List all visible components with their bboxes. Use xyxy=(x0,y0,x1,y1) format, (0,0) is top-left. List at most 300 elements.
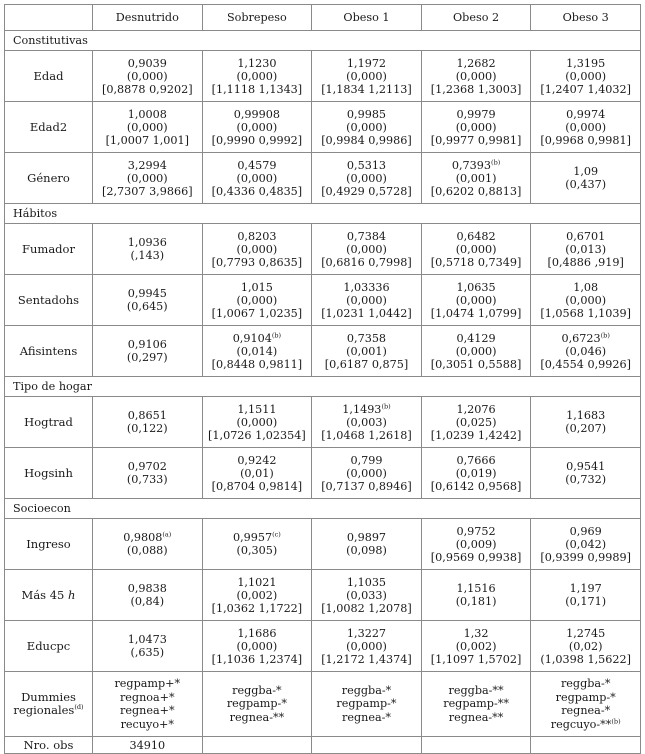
coefficient-value: 0,9541 xyxy=(566,460,606,473)
confidence-interval: [0,8704 0,9814] xyxy=(211,479,303,493)
table-cell xyxy=(531,397,641,448)
coefficient-line xyxy=(533,460,638,473)
table-cell xyxy=(93,224,203,275)
confidence-interval: [0,6142 0,9568] xyxy=(430,479,522,493)
table-cell xyxy=(202,224,312,275)
footnote-marker: (b) xyxy=(611,716,621,725)
table-cell xyxy=(312,153,422,204)
coefficient-line xyxy=(314,108,419,121)
coefficient-value: 1,08 xyxy=(573,280,599,294)
header-row xyxy=(5,5,641,31)
coefficient-value: 0,9106 xyxy=(127,338,167,351)
column-header: Obeso 2 xyxy=(421,5,531,31)
table-cell xyxy=(421,224,531,275)
confidence-interval: [1,0468 1,2618] xyxy=(321,428,412,442)
coefficient-value: 1,2745 xyxy=(566,626,606,640)
section-row xyxy=(5,377,641,397)
dummy-line xyxy=(205,697,310,711)
confidence-interval: [0,9984 0,9986] xyxy=(321,133,412,147)
coefficient-line xyxy=(424,57,529,70)
dummy-line xyxy=(95,718,200,732)
dummy-line xyxy=(95,691,200,705)
coefficient-line xyxy=(424,230,529,243)
confidence-interval: [1,0239 1,4242] xyxy=(430,428,522,442)
row-label-cell xyxy=(5,672,93,737)
header-empty-cell xyxy=(5,5,93,31)
dummy-line xyxy=(424,711,529,725)
coefficient-line xyxy=(424,582,529,595)
coefficient-value: 0,6482 xyxy=(456,229,496,243)
dummies-label: regionales xyxy=(13,703,75,717)
table-cell xyxy=(531,326,641,377)
empty-cell xyxy=(312,737,422,754)
p-value: (0,000) xyxy=(455,120,497,134)
coefficient-value: 0,9808 xyxy=(123,531,163,544)
dummies-row xyxy=(5,672,641,737)
row-label: Ingreso xyxy=(26,536,71,551)
coefficient-value: 0,9242 xyxy=(237,453,277,467)
table-cell xyxy=(93,570,203,621)
p-value: (0,000) xyxy=(346,466,387,480)
p-value: (0,033) xyxy=(346,588,387,602)
table-cell xyxy=(202,570,312,621)
dummy-line xyxy=(205,711,310,725)
coefficient-line xyxy=(205,627,310,640)
coefficient-value: 0,99908 xyxy=(233,107,281,121)
row-label-cell xyxy=(5,153,93,204)
dummies-label-line xyxy=(7,704,90,718)
section-title: Hábitos xyxy=(5,204,641,224)
coefficient-line xyxy=(533,165,638,178)
confidence-interval: (1,0398 1,5622] xyxy=(540,652,631,666)
table-cell xyxy=(202,275,312,326)
table-cell xyxy=(202,672,312,737)
coefficient-value: 1,0936 xyxy=(127,236,167,249)
dummy-line xyxy=(205,684,310,698)
coefficient-value: 1,03336 xyxy=(343,280,390,294)
coefficient-line xyxy=(95,57,200,70)
table-row xyxy=(5,153,641,204)
confidence-interval: [0,6187 0,875] xyxy=(324,357,409,371)
p-value: (0,000) xyxy=(346,69,387,83)
empty-cell xyxy=(531,737,641,754)
dummy-line xyxy=(95,677,200,691)
coefficient-line xyxy=(533,57,638,70)
section-title: Constitutivas xyxy=(5,31,641,51)
coefficient-value: 1,1686 xyxy=(237,626,277,640)
table-row xyxy=(5,570,641,621)
p-value: (0,002) xyxy=(455,639,497,653)
dummy-value: regpamp-* xyxy=(555,690,616,704)
coefficient-value: 1,3227 xyxy=(346,626,387,640)
table-cell xyxy=(202,448,312,499)
dummy-line xyxy=(533,677,638,691)
row-label: Género xyxy=(27,170,70,185)
p-value: (0,000) xyxy=(346,120,387,134)
table-cell xyxy=(312,570,422,621)
coefficient-value: 0,9979 xyxy=(456,107,496,121)
coefficient-line xyxy=(424,403,529,416)
p-value: (0,000) xyxy=(455,344,497,358)
table-cell xyxy=(93,275,203,326)
confidence-interval: [1,2368 1,3003] xyxy=(430,82,522,96)
p-value: (0,01) xyxy=(240,466,274,480)
p-value: (0,122) xyxy=(126,422,168,435)
coefficient-value: 0,9838 xyxy=(127,582,167,595)
p-value: (,143) xyxy=(130,249,165,262)
p-value: (0,001) xyxy=(346,344,387,358)
table-cell xyxy=(421,448,531,499)
coefficient-line xyxy=(95,409,200,422)
p-value: (0,000) xyxy=(346,293,387,307)
p-value: (,635) xyxy=(130,646,165,659)
coefficient-value: 0,7384 xyxy=(346,229,387,243)
p-value: (0,000) xyxy=(455,242,497,256)
dummy-value: regpamp-* xyxy=(336,697,397,711)
coefficient-line xyxy=(533,582,638,595)
coefficient-value: 0,4579 xyxy=(237,158,277,172)
dummy-value: regnoa+* xyxy=(119,690,175,704)
row-label: Sentadohs xyxy=(17,292,80,307)
confidence-interval: [0,9977 0,9981] xyxy=(430,133,522,147)
p-value: (0,019) xyxy=(455,466,497,480)
confidence-interval: [0,4886 ,919] xyxy=(547,255,624,269)
confidence-interval: [1,2407 1,4032] xyxy=(540,82,631,96)
p-value: (0,000) xyxy=(236,69,278,83)
table-cell xyxy=(531,621,641,672)
table-cell xyxy=(312,621,422,672)
p-value: (0,001) xyxy=(455,171,497,185)
p-value: (0,000) xyxy=(565,69,607,83)
table-cell xyxy=(312,326,422,377)
table-cell xyxy=(93,397,203,448)
coefficient-line xyxy=(533,281,638,294)
coefficient-line xyxy=(205,281,310,294)
coefficient-value: 0,9957 xyxy=(232,531,273,544)
table-cell xyxy=(531,153,641,204)
table-cell xyxy=(421,102,531,153)
p-value: (0,645) xyxy=(126,300,168,313)
p-value: (0,046) xyxy=(565,344,607,358)
p-value: (0,181) xyxy=(455,595,497,608)
coefficient-value: 1,1683 xyxy=(566,409,606,422)
dummy-value: regnea-** xyxy=(448,710,504,724)
coefficient-line xyxy=(314,627,419,640)
coefficient-line xyxy=(95,460,200,473)
row-label-cell xyxy=(5,326,93,377)
table-cell xyxy=(202,326,312,377)
coefficient-line xyxy=(205,403,310,416)
dummy-line xyxy=(95,704,200,718)
table-cell xyxy=(93,51,203,102)
p-value: (0,207) xyxy=(565,422,607,435)
table-cell xyxy=(202,621,312,672)
coefficient-value: 0,9985 xyxy=(346,107,387,121)
coefficient-value: 0,9104 xyxy=(232,331,272,345)
dummy-value: reggba-* xyxy=(560,677,611,690)
coefficient-line xyxy=(314,159,419,172)
column-header: Obeso 3 xyxy=(531,5,641,31)
row-label-unit: h xyxy=(68,587,76,602)
confidence-interval: [0,4929 0,5728] xyxy=(321,184,412,198)
row-label-cell xyxy=(5,275,93,326)
footnote-marker: (b) xyxy=(271,330,282,339)
row-label-cell xyxy=(5,448,93,499)
p-value: (0,437) xyxy=(565,178,607,191)
table-cell xyxy=(421,621,531,672)
coefficient-line xyxy=(314,332,419,345)
table-cell xyxy=(421,672,531,737)
coefficient-value: 1,0008 xyxy=(127,107,167,121)
footnote-marker: (b) xyxy=(600,330,610,339)
row-label: Educpc xyxy=(26,638,71,653)
coefficient-line xyxy=(205,230,310,243)
coefficient-value: 0,9702 xyxy=(127,460,167,473)
row-label: Afisintens xyxy=(19,343,78,358)
coefficient-line xyxy=(95,338,200,351)
coefficient-value: 1,2076 xyxy=(456,402,496,416)
coefficient-line xyxy=(95,531,200,544)
coefficient-value: 1,197 xyxy=(569,582,602,595)
p-value: (0,000) xyxy=(346,639,387,653)
confidence-interval: [1,0082 1,2078] xyxy=(321,601,412,615)
coefficient-line xyxy=(314,531,419,544)
table-cell xyxy=(421,519,531,570)
coefficient-line xyxy=(533,108,638,121)
p-value: (0,000) xyxy=(236,639,278,653)
table-cell xyxy=(202,102,312,153)
p-value: (0,733) xyxy=(126,473,168,486)
table-cell xyxy=(93,621,203,672)
table-cell xyxy=(312,672,422,737)
table-cell xyxy=(93,519,203,570)
row-label: Hogsinh xyxy=(24,465,73,480)
coefficient-line xyxy=(314,230,419,243)
coefficient-value: 1,1230 xyxy=(237,56,277,70)
confidence-interval: [1,0231 1,0442] xyxy=(321,306,412,320)
confidence-interval: [0,6816 0,7998] xyxy=(321,255,412,269)
row-label-cell xyxy=(5,397,93,448)
confidence-interval: [1,0726 1,02354] xyxy=(208,428,306,442)
confidence-interval: [1,1097 1,5702] xyxy=(430,652,522,666)
confidence-interval: [1,1036 1,2374] xyxy=(211,652,303,666)
coefficient-line xyxy=(205,531,310,544)
row-label-cell xyxy=(5,570,93,621)
coefficient-value: 1,1493 xyxy=(342,402,382,416)
coefficient-line xyxy=(95,287,200,300)
coefficient-value: 0,6723 xyxy=(561,331,601,345)
row-label: Más 45 xyxy=(21,587,65,602)
confidence-interval: [1,0568 1,1039] xyxy=(540,306,631,320)
p-value: (0,000) xyxy=(126,171,168,185)
table-row xyxy=(5,448,641,499)
p-value: (0,000) xyxy=(565,293,607,307)
table-cell xyxy=(531,102,641,153)
coefficient-line xyxy=(424,454,529,467)
coefficient-value: 1,09 xyxy=(573,165,599,178)
coefficient-value: 1,0635 xyxy=(456,280,496,294)
p-value: (0,732) xyxy=(565,473,607,486)
dummy-value: regpamp-* xyxy=(226,697,287,711)
table-cell xyxy=(312,224,422,275)
coefficient-value: 1,2682 xyxy=(456,56,496,70)
row-label-cell xyxy=(5,621,93,672)
confidence-interval: [0,9569 0,9938] xyxy=(430,550,522,564)
confidence-interval: [0,4554 0,9926] xyxy=(540,357,631,371)
p-value: (0,000) xyxy=(346,171,387,185)
confidence-interval: [0,6202 0,8813] xyxy=(430,184,522,198)
table-cell xyxy=(93,326,203,377)
dummy-value: regcuyo-** xyxy=(550,717,612,731)
coefficient-line xyxy=(424,332,529,345)
table-cell xyxy=(202,51,312,102)
coefficient-value: 0,6701 xyxy=(566,229,606,243)
p-value: (0,000) xyxy=(346,242,387,256)
coefficient-value: 0,969 xyxy=(569,524,602,538)
coefficient-line xyxy=(95,633,200,646)
dummy-value: reggba-* xyxy=(232,683,282,697)
coefficient-value: 0,9752 xyxy=(456,524,496,538)
table-cell xyxy=(531,570,641,621)
dummy-value: regpamp-** xyxy=(443,697,509,711)
row-label: Fumador xyxy=(22,241,75,256)
p-value: (0,042) xyxy=(565,537,607,551)
coefficient-line xyxy=(533,409,638,422)
table-row xyxy=(5,397,641,448)
coefficient-value: 1,3195 xyxy=(566,56,606,70)
row-label-cell xyxy=(5,51,93,102)
coefficient-line xyxy=(424,525,529,538)
observations-value: 34910 xyxy=(93,737,203,754)
table-cell xyxy=(421,275,531,326)
coefficient-value: 0,8651 xyxy=(127,409,167,422)
confidence-interval: [0,5718 0,7349] xyxy=(430,255,522,269)
dummy-value: regpamp+* xyxy=(114,677,181,690)
confidence-interval: [1,0067 1,0235] xyxy=(211,306,303,320)
table-row xyxy=(5,224,641,275)
row-label-cell xyxy=(5,519,93,570)
coefficient-line xyxy=(424,627,529,640)
table-cell xyxy=(421,570,531,621)
confidence-interval: [1,1834 1,2113] xyxy=(321,82,412,96)
coefficient-line xyxy=(424,159,529,172)
coefficient-value: 0,9039 xyxy=(127,56,167,70)
coefficient-line xyxy=(95,159,200,172)
p-value: (0,297) xyxy=(126,351,168,364)
table-row xyxy=(5,326,641,377)
table-row xyxy=(5,51,641,102)
column-header: Sobrepeso xyxy=(202,5,312,31)
coefficient-value: 0,8203 xyxy=(237,229,277,243)
confidence-interval: [2,7307 3,9866] xyxy=(102,184,193,198)
p-value: (0,000) xyxy=(236,415,278,429)
empty-cell xyxy=(421,737,531,754)
dummy-value: regnea+* xyxy=(120,704,175,717)
column-header: Obeso 1 xyxy=(312,5,422,31)
table-cell xyxy=(202,397,312,448)
coefficient-value: 1,1516 xyxy=(456,582,496,595)
coefficient-value: 0,799 xyxy=(350,453,383,467)
table-cell xyxy=(312,448,422,499)
coefficient-line xyxy=(205,108,310,121)
dummy-value: recuyo+* xyxy=(120,717,175,731)
table-cell xyxy=(421,326,531,377)
coefficient-line xyxy=(205,332,310,345)
confidence-interval: [0,3051 0,5588] xyxy=(430,357,522,371)
p-value: (0,000) xyxy=(565,120,607,134)
table-cell xyxy=(93,672,203,737)
table-cell xyxy=(312,51,422,102)
p-value: (0,000) xyxy=(236,120,278,134)
confidence-interval: [0,9990 0,9992] xyxy=(211,133,303,147)
p-value: (0,098) xyxy=(346,544,387,557)
coefficient-value: 0,7393 xyxy=(451,158,492,172)
confidence-interval: [0,8878 0,9202] xyxy=(102,82,193,96)
table-cell xyxy=(312,102,422,153)
table-row xyxy=(5,102,641,153)
dummy-line xyxy=(314,684,419,698)
row-label: Edad xyxy=(33,68,64,83)
p-value: (0,013) xyxy=(565,242,607,256)
p-value: (0,009) xyxy=(455,537,497,551)
table-cell xyxy=(531,275,641,326)
confidence-interval: [1,0007 1,001] xyxy=(105,133,190,147)
dummy-value: regnea-* xyxy=(341,710,391,724)
confidence-interval: [1,2172 1,4374] xyxy=(321,652,412,666)
coefficient-value: 0,9945 xyxy=(127,287,167,300)
table-row xyxy=(5,275,641,326)
coefficient-line xyxy=(95,236,200,249)
p-value: (0,000) xyxy=(126,69,168,83)
p-value: (0,002) xyxy=(236,588,278,602)
coefficient-line xyxy=(424,281,529,294)
coefficient-line xyxy=(533,525,638,538)
section-title: Tipo de hogar xyxy=(5,377,641,397)
coefficient-line xyxy=(314,454,419,467)
coefficient-line xyxy=(314,576,419,589)
p-value: (0,088) xyxy=(126,544,168,557)
p-value: (0,025) xyxy=(455,415,497,429)
table-row xyxy=(5,621,641,672)
p-value: (0,171) xyxy=(565,595,607,608)
p-value: (0,000) xyxy=(236,242,278,256)
dummy-line xyxy=(533,704,638,718)
coefficient-line xyxy=(314,281,419,294)
coefficient-line xyxy=(205,159,310,172)
coefficient-value: 1,1035 xyxy=(346,575,387,589)
footnote-marker: (b) xyxy=(381,401,391,410)
table-cell xyxy=(93,153,203,204)
confidence-interval: [0,9968 0,9981] xyxy=(540,133,631,147)
confidence-interval: [0,9399 0,9989] xyxy=(540,550,631,564)
dummy-line xyxy=(533,691,638,705)
coefficient-line xyxy=(95,582,200,595)
dummy-line xyxy=(314,711,419,725)
coefficient-value: 0,9974 xyxy=(566,107,606,121)
confidence-interval: [1,0474 1,0799] xyxy=(430,306,522,320)
table-cell xyxy=(202,519,312,570)
table-cell xyxy=(531,51,641,102)
dummies-label: Dummies xyxy=(21,689,76,704)
row-label: Nro. obs xyxy=(5,737,93,754)
coefficient-value: 1,1511 xyxy=(237,402,277,416)
empty-cell xyxy=(202,737,312,754)
dummy-value: reggba-* xyxy=(341,683,392,697)
p-value: (0,003) xyxy=(346,415,387,429)
coefficient-line xyxy=(314,57,419,70)
dummy-value: reggba-** xyxy=(448,683,504,697)
confidence-interval: [0,7793 0,8635] xyxy=(211,255,303,269)
